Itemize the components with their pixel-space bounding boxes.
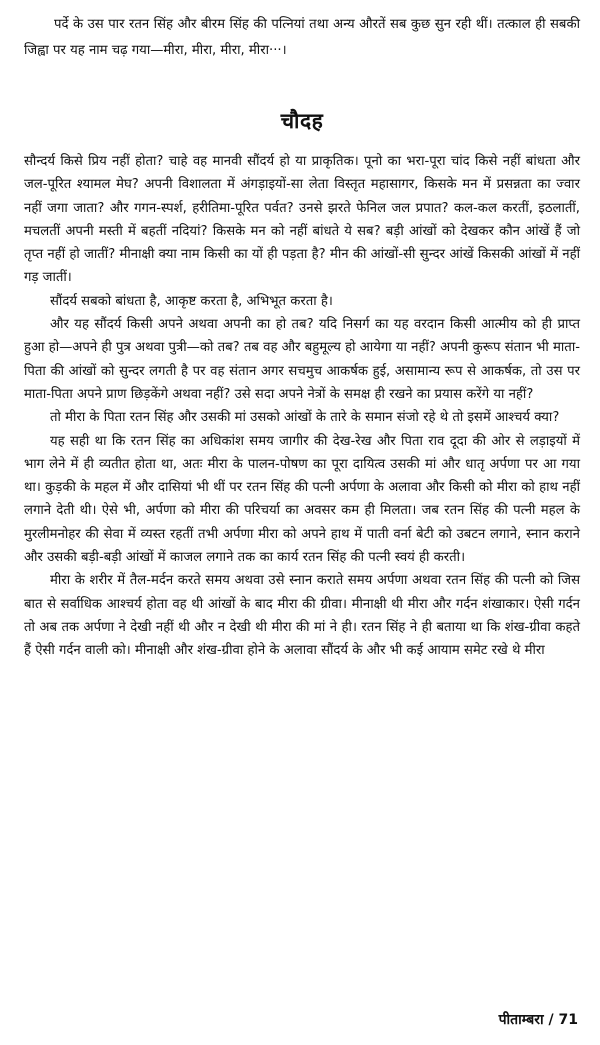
paragraph: यह सही था कि रतन सिंह का अधिकांश समय जागीर की देख-रेख और पिता राव दूदा की ओर से लड़ाइयों में भाग लेने में ही व्यतीत होता था, अतः मीरा के पालन-पोषण का पूरा दायित्व उसकी मां और धातृ अर्पणा पर आ गया था। कुड़की के महल में और दासियां भी थीं पर रतन सिंह की पत्नी अर्पणा के अलावा और किसी को मीरा को हाथ नहीं लगाने देती थी। ऐसे भी, अर्पणा को मीरा की परिचर्या का अवसर कम ही मिलता। जब रतन सिंह की पत्नी महल के मुरलीमनोहर की सेवा में व्यस्त रहतीं तभी अर्पणा मीरा को अपने हाथ में पाती वर्ना बेटी को उबटन लगाने, स्नान कराने और उसकी बड़ी-बड़ी आंखों में काजल लगाने तक का कार्य रतन सिंह की पत्नी स्वयं ही करती। <box>24 433 580 566</box>
paragraph: सौंदर्य सबको बांधता है, आकृष्ट करता है, अभिभूत करता है। <box>50 293 333 309</box>
opening-paragraph: पर्दे के उस पार रतन सिंह और बीरम सिंह की पत्नियां तथा अन्य औरतें सब कुछ सुन रही थीं। तत्काल ही सबकी जिह्वा पर यह नाम चढ़ गया—मीरा, मीरा, मीरा, मीरा···। <box>24 17 580 58</box>
chapter-title: चौदह <box>280 109 324 133</box>
paragraph: और यह सौंदर्य किसी अपने अथवा अपनी का हो तब? यदि निसर्ग का यह वरदान किसी आत्मीय को ही प्राप्त हुआ हो—अपने ही पुत्र अथवा पुत्री—को तब? तब वह और बहुमूल्य हो आयेगा या नहीं? अपनी कुरूप संतान भी माता-पिता की आंखों को सुन्दर लगती है पर वह संतान अगर सचमुच आकर्षक हुई, असामान्य रूप से आकर्षक, तो उस पर माता-पिता अपने प्राण छिड़केंगे अथवा नहीं? उसे सदा अपने नेत्रों के समक्ष ही रखने का प्रयास करेंगे या नहीं? <box>24 317 580 402</box>
page-footer: पीताम्बरा / 71 <box>498 1012 578 1028</box>
chapter-body <box>24 150 580 663</box>
paragraph: सौन्दर्य किसे प्रिय नहीं होता? चाहे वह मानवी सौंदर्य हो या प्राकृतिक। पूनो का भरा-पूरा चांद किसे नहीं बांधता और जल-पूरित श्यामल मेघ? अपनी विशालता में अंगड़ाइयों-सा लेता विस्तृत महासागर, किसके मन में प्रसन्नता का ज्वार नहीं जगा जाता? और गगन-स्पर्श, हरीतिमा-पूरित पर्वत? उनसे झरते फेनिल जल प्रपात? कल-कल करतीं, इठलातीं, मचलतीं अपनी मस्ती में बहतीं नदियां? किसके मन को नहीं बांधते ये सब? बड़ी आंखों को देखकर कौन आंखें हैं जो तृप्त नहीं हो जातीं? मीनाक्षी क्या नाम किसी का यों ही पड़ता है? मीन की आंखों-सी सुन्दर आंखें किसकी आंखों में नहीं गड़ जातीं। <box>24 154 580 286</box>
paragraph: तो मीरा के पिता रतन सिंह और उसकी मां उसको आंखों के तारे के समान संजो रहे थे तो इसमें आश्चर्य क्या? <box>50 410 560 426</box>
paragraph: मीरा के शरीर में तैल-मर्दन करते समय अथवा उसे स्नान कराते समय अर्पणा अथवा रतन सिंह की पत्नी को जिस बात से सर्वाधिक आश्चर्य होता वह थी आंखों के बाद मीरा की ग्रीवा। मीनाक्षी थी मीरा और गर्दन शंखाकार। ऐसी गर्दन तो अब तक अर्पणा ने देखी नहीं थी और न देखी थी मीरा की मां ने ही। रतन सिंह ने ही बताया था कि शंख-ग्रीवा कहते हैं ऐसी गर्दन वाली को। मीनाक्षी और शंख-ग्रीवा होने के अलावा सौंदर्य के और भी कई आयाम समेट रखे थे मीरा <box>24 573 580 659</box>
